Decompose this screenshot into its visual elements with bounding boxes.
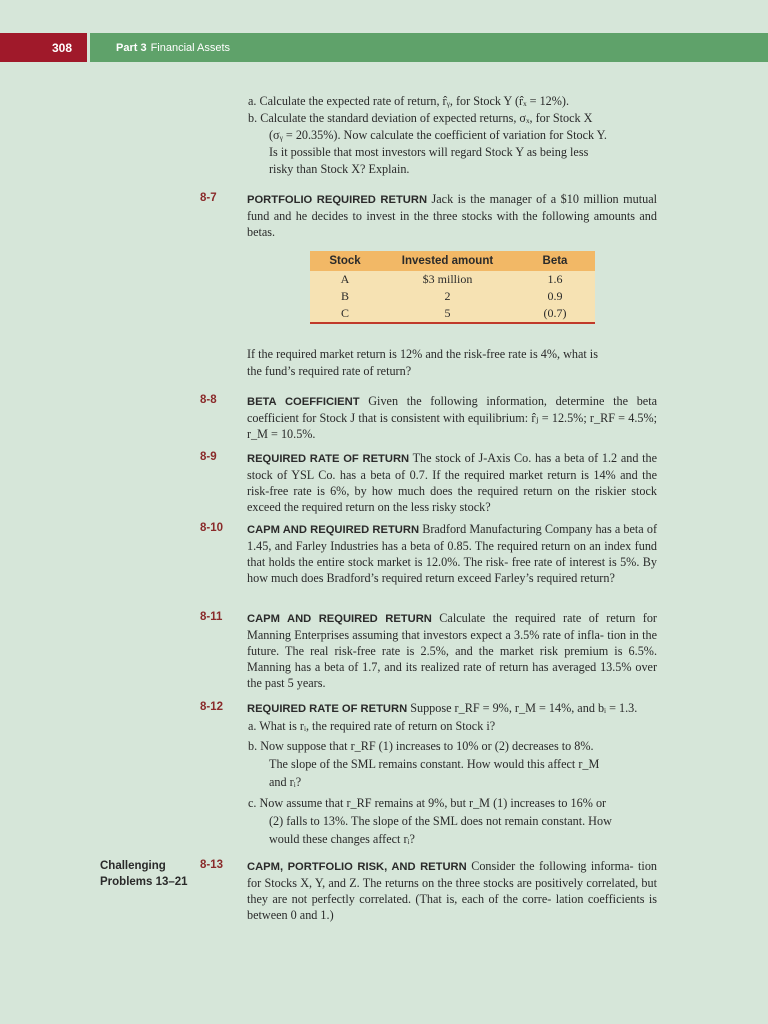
problem-heading: PORTFOLIO REQUIRED RETURN <box>247 194 428 206</box>
item-b-line: The slope of the SML remains constant. How would this affect r_M <box>269 757 600 771</box>
problem-8-7-question: the fund’s required rate of return? <box>247 364 412 378</box>
problem-number: 8-12 <box>200 701 224 713</box>
item-a-line: a. Calculate the expected rate of return, r̂ᵧ, for Stock Y (r̂ₓ = 12%). <box>248 94 570 108</box>
problem-8-9-text: REQUIRED RATE OF RETURN The stock of J-Axis Co. has a beta of 1.2 and the stock of YSL Co. has a beta of 0.7. If the required market return is 14% and the risk-free rate is 6%, by how much does the required return on the riskier stock exceed the required return on the less risky stock? <box>247 451 658 514</box>
page-header <box>0 33 768 62</box>
item-c-line: would these changes affect rᵢ? <box>269 832 415 846</box>
problem-number: 8-9 <box>200 451 217 463</box>
problem-8-13-text: CAPM, PORTFOLIO RISK, AND RETURN Consider the following informa- tion for Stocks X, Y, and Z. The returns on the three stocks are positively correlated, but they are not perfectly correlated. (That is, each of the corre- lation coefficients is between 0 and 1.) <box>247 859 658 922</box>
problem-8-8-text: BETA COEFFICIENT Given the following information, determine the beta coefficient for Stock J that is consistent with equilibrium: r̂ⱼ = 12.5%; r_RF = 4.5%; r_M = 10.5%. <box>247 394 658 441</box>
item-c-line: c. Now assume that r_RF remains at 9%, but r_M (1) increases to 16% or <box>248 796 607 810</box>
problem-number: 8-7 <box>200 192 217 204</box>
table-row <box>310 288 595 305</box>
problem-8-7-question: If the required market return is 12% and the risk-free rate is 4%, what is <box>247 347 598 361</box>
table-cell: $3 million <box>422 272 473 286</box>
problem-number: 8-13 <box>200 859 224 871</box>
page-number-text: 308 <box>51 40 72 55</box>
item-c-line: (2) falls to 13%. The slope of the SML does not remain constant. How <box>269 814 612 828</box>
table-header: Beta <box>515 251 595 271</box>
item-b-line: (σᵧ = 20.35%). Now calculate the coefficient of variation for Stock Y. <box>269 128 607 142</box>
table-header: Invested amount <box>380 251 515 271</box>
table-cell: 1.6 <box>547 272 563 286</box>
problem-number: 8-11 <box>200 611 223 623</box>
section-label: Financial Assets <box>150 41 231 54</box>
page-number <box>0 33 87 62</box>
stock-table <box>310 251 595 324</box>
problem-heading: CAPM AND REQUIRED RETURN <box>247 613 432 625</box>
problem-number: 8-10 <box>200 522 224 534</box>
challenging-problems-label: Challenging Problems 13–21 <box>100 860 188 888</box>
table-cell: 0.9 <box>547 289 563 303</box>
table-row <box>310 271 595 288</box>
table-header-row <box>310 251 595 271</box>
problem-8-10-text: CAPM AND REQUIRED RETURN Bradford Manufacturing Company has a beta of 1.45, and Farley Industries has a beta of 0.85. The required return on an index fund that holds the entire stock market is 12.0%. The risk- free rate of interest is 5%. By how much does Bradford’s required return exceed Farley’s required return? <box>247 522 658 585</box>
problem-number: 8-8 <box>200 394 217 406</box>
problem-heading: BETA COEFFICIENT <box>247 396 360 408</box>
problem-8-11-text: CAPM AND REQUIRED RETURN Calculate the required rate of return for Manning Enterprises assuming that investors expect a 3.5% rate of infla- tion in the future. The real risk-free rate is 2.5%, and the market risk premium is 6.5%. Manning has a beta of 1.7, and its realized rate of return has averaged 13.5% over the past 5 years. <box>247 611 658 690</box>
item-a-line: a. What is rᵢ, the required rate of return on Stock i? <box>248 719 496 733</box>
problem-heading: CAPM AND REQUIRED RETURN <box>247 524 420 536</box>
item-b-line: and rᵢ? <box>269 775 302 789</box>
problem-8-7-text: PORTFOLIO REQUIRED RETURN Jack is the manager of a $10 million mutual fund and he decides to invest in the three stocks with the following amounts and betas. <box>247 192 658 239</box>
table-cell: A <box>340 272 350 286</box>
table-cell: 5 <box>380 305 515 323</box>
part-label: Part 3 <box>116 41 147 54</box>
item-b-line: b. Now suppose that r_RF (1) increases to 10% or (2) decreases to 8%. <box>248 739 594 753</box>
problem-heading: CAPM, PORTFOLIO RISK, AND RETURN <box>247 861 467 873</box>
table-cell: (0.7) <box>515 305 595 323</box>
table-row <box>310 305 595 323</box>
table-cell: B <box>340 289 349 303</box>
item-b-line: Is it possible that most investors will regard Stock Y as being less <box>269 145 589 159</box>
problem-8-12-text: REQUIRED RATE OF RETURN Suppose r_RF = 9%, r_M = 14%, and bᵢ = 1.3. <box>247 701 638 715</box>
table-cell: 2 <box>444 289 451 303</box>
table-cell: C <box>310 305 380 323</box>
item-b-line: risky than Stock X? Explain. <box>269 162 410 176</box>
problem-heading: REQUIRED RATE OF RETURN <box>247 453 410 465</box>
running-header <box>90 33 768 62</box>
item-b-line: b. Calculate the standard deviation of expected returns, σₓ, for Stock X <box>248 111 593 125</box>
problem-heading: REQUIRED RATE OF RETURN <box>247 703 408 715</box>
table-header: Stock <box>310 251 380 271</box>
